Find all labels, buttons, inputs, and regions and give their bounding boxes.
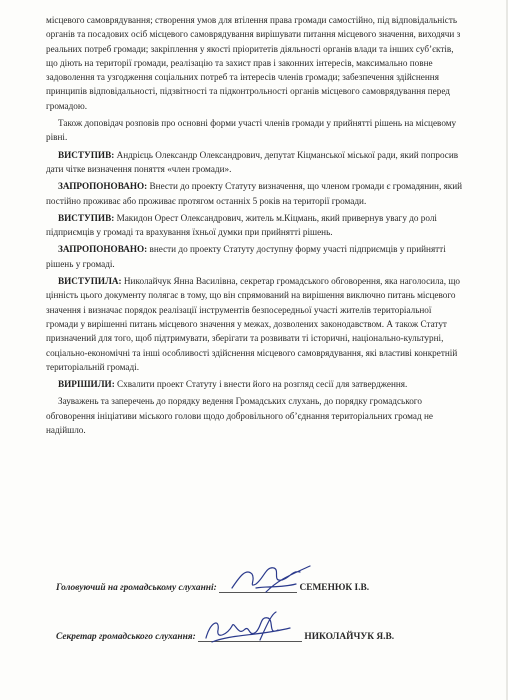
paragraph-proposal-member-definition — [46, 179, 464, 208]
paragraph-speaker-andriiets — [46, 148, 464, 177]
chair-name: СЕМЕНЮК І.В. — [299, 583, 370, 593]
speaker-label: ВИСТУПИВ: — [58, 149, 115, 160]
paragraph-proposal-entrepreneurs — [46, 242, 464, 271]
paragraph-speaker-nykolaichuk — [46, 274, 464, 374]
secretary-signature-icon — [198, 608, 298, 650]
proposal-label: ЗАПРОПОНОВАНО: — [58, 244, 148, 255]
speaker-label: ВИСТУПИВ: — [58, 212, 115, 223]
paragraph-speaker-makydon — [46, 211, 464, 240]
proposal-text: Внести до проекту Статуту визначення, що членом громади є громадянин, який постійно проживає або проживає протягом останніх 5 років на території громади. — [46, 181, 463, 206]
secretary-label: Секретар громадського слухання: — [56, 632, 196, 642]
document-body — [46, 13, 464, 440]
speaker-label: ВИСТУПИЛА: — [58, 276, 122, 287]
paragraph-decision — [46, 377, 464, 391]
proposal-label: ЗАПРОПОНОВАНО: — [58, 181, 148, 192]
chair-signature-icon — [226, 558, 316, 598]
proposal-text: внести до проекту Статуту доступну форму участі підприємців у прийнятті рішень у громаді. — [46, 244, 446, 269]
chair-signature-row — [56, 583, 369, 593]
decision-label: ВИРІШИЛИ: — [58, 379, 115, 390]
speaker-text: Андрієць Олександр Олександрович, депутат Кіцманської міської ради, який попросив дати чітке визначення поняття «член громади». — [46, 149, 459, 174]
secretary-name: НИКОЛАЙЧУК Я.В. — [304, 632, 395, 642]
chair-label: Головуючий на громадському слуханні: — [56, 583, 217, 593]
paragraph-participation-forms: Також доповідач розповів про основні форми участі членів громади у прийнятті рішень на місцевому рівні. — [46, 118, 457, 143]
decision-text: Схвалити проект Статуту і внести його на розгляд сесії для затвердження. — [117, 379, 408, 390]
speaker-text: Макидон Орест Олександрович, житель м.Кіцмань, який привернув увагу до ролі підприємців у громаді та врахування їхньої думки при прийнятті рішень. — [46, 212, 437, 238]
speaker-text: Николайчук Янна Василівна, секретар громадського обговорення, яка наголосила, що цінність цього документу полягає в тому, що він спрямований на вирішення виключно питань місцевого значення і визначає порядок реалізації інструментів безпосередньої участі жителів територіальної громади у вирішенні питань місцевого значення у межах, дозволених законодавством. А також Статут призначений для того, щоб підтримувати, зберігати та розвивати ті історичні, національно-культурні, соціально-економічні та інші особливості здійснення місцевого самоврядування, які властиві конкретній територіальній громаді. — [46, 276, 461, 372]
paragraph-statute-goals: місцевого самоврядування; створення умов для втілення права громади самостійно, під відповідальність органів та посадових осіб місцевого самоврядування вирішувати питання місцевого значення, виходячи з реальних потреб громади; закріплення у якості пріоритетів діяльності органів влади та інших суб’єктів, що діють на території громади, реалізацію та захист прав і законних інтересів, максимально повне задоволення та узгодження соціальних потреб та інтересів членів громади; забезпечення здійснення принципів відповідальності, підзвітності та підконтрольності органів місцевого самоврядування перед громадою. — [46, 15, 461, 111]
paragraph-no-objections: Зауважень та заперечень до порядку ведення Громадських слухань, до порядку громадського обговорення ініціативи міського голови щодо добровільного об’єднання територіальних громад не надійшло. — [46, 396, 433, 436]
